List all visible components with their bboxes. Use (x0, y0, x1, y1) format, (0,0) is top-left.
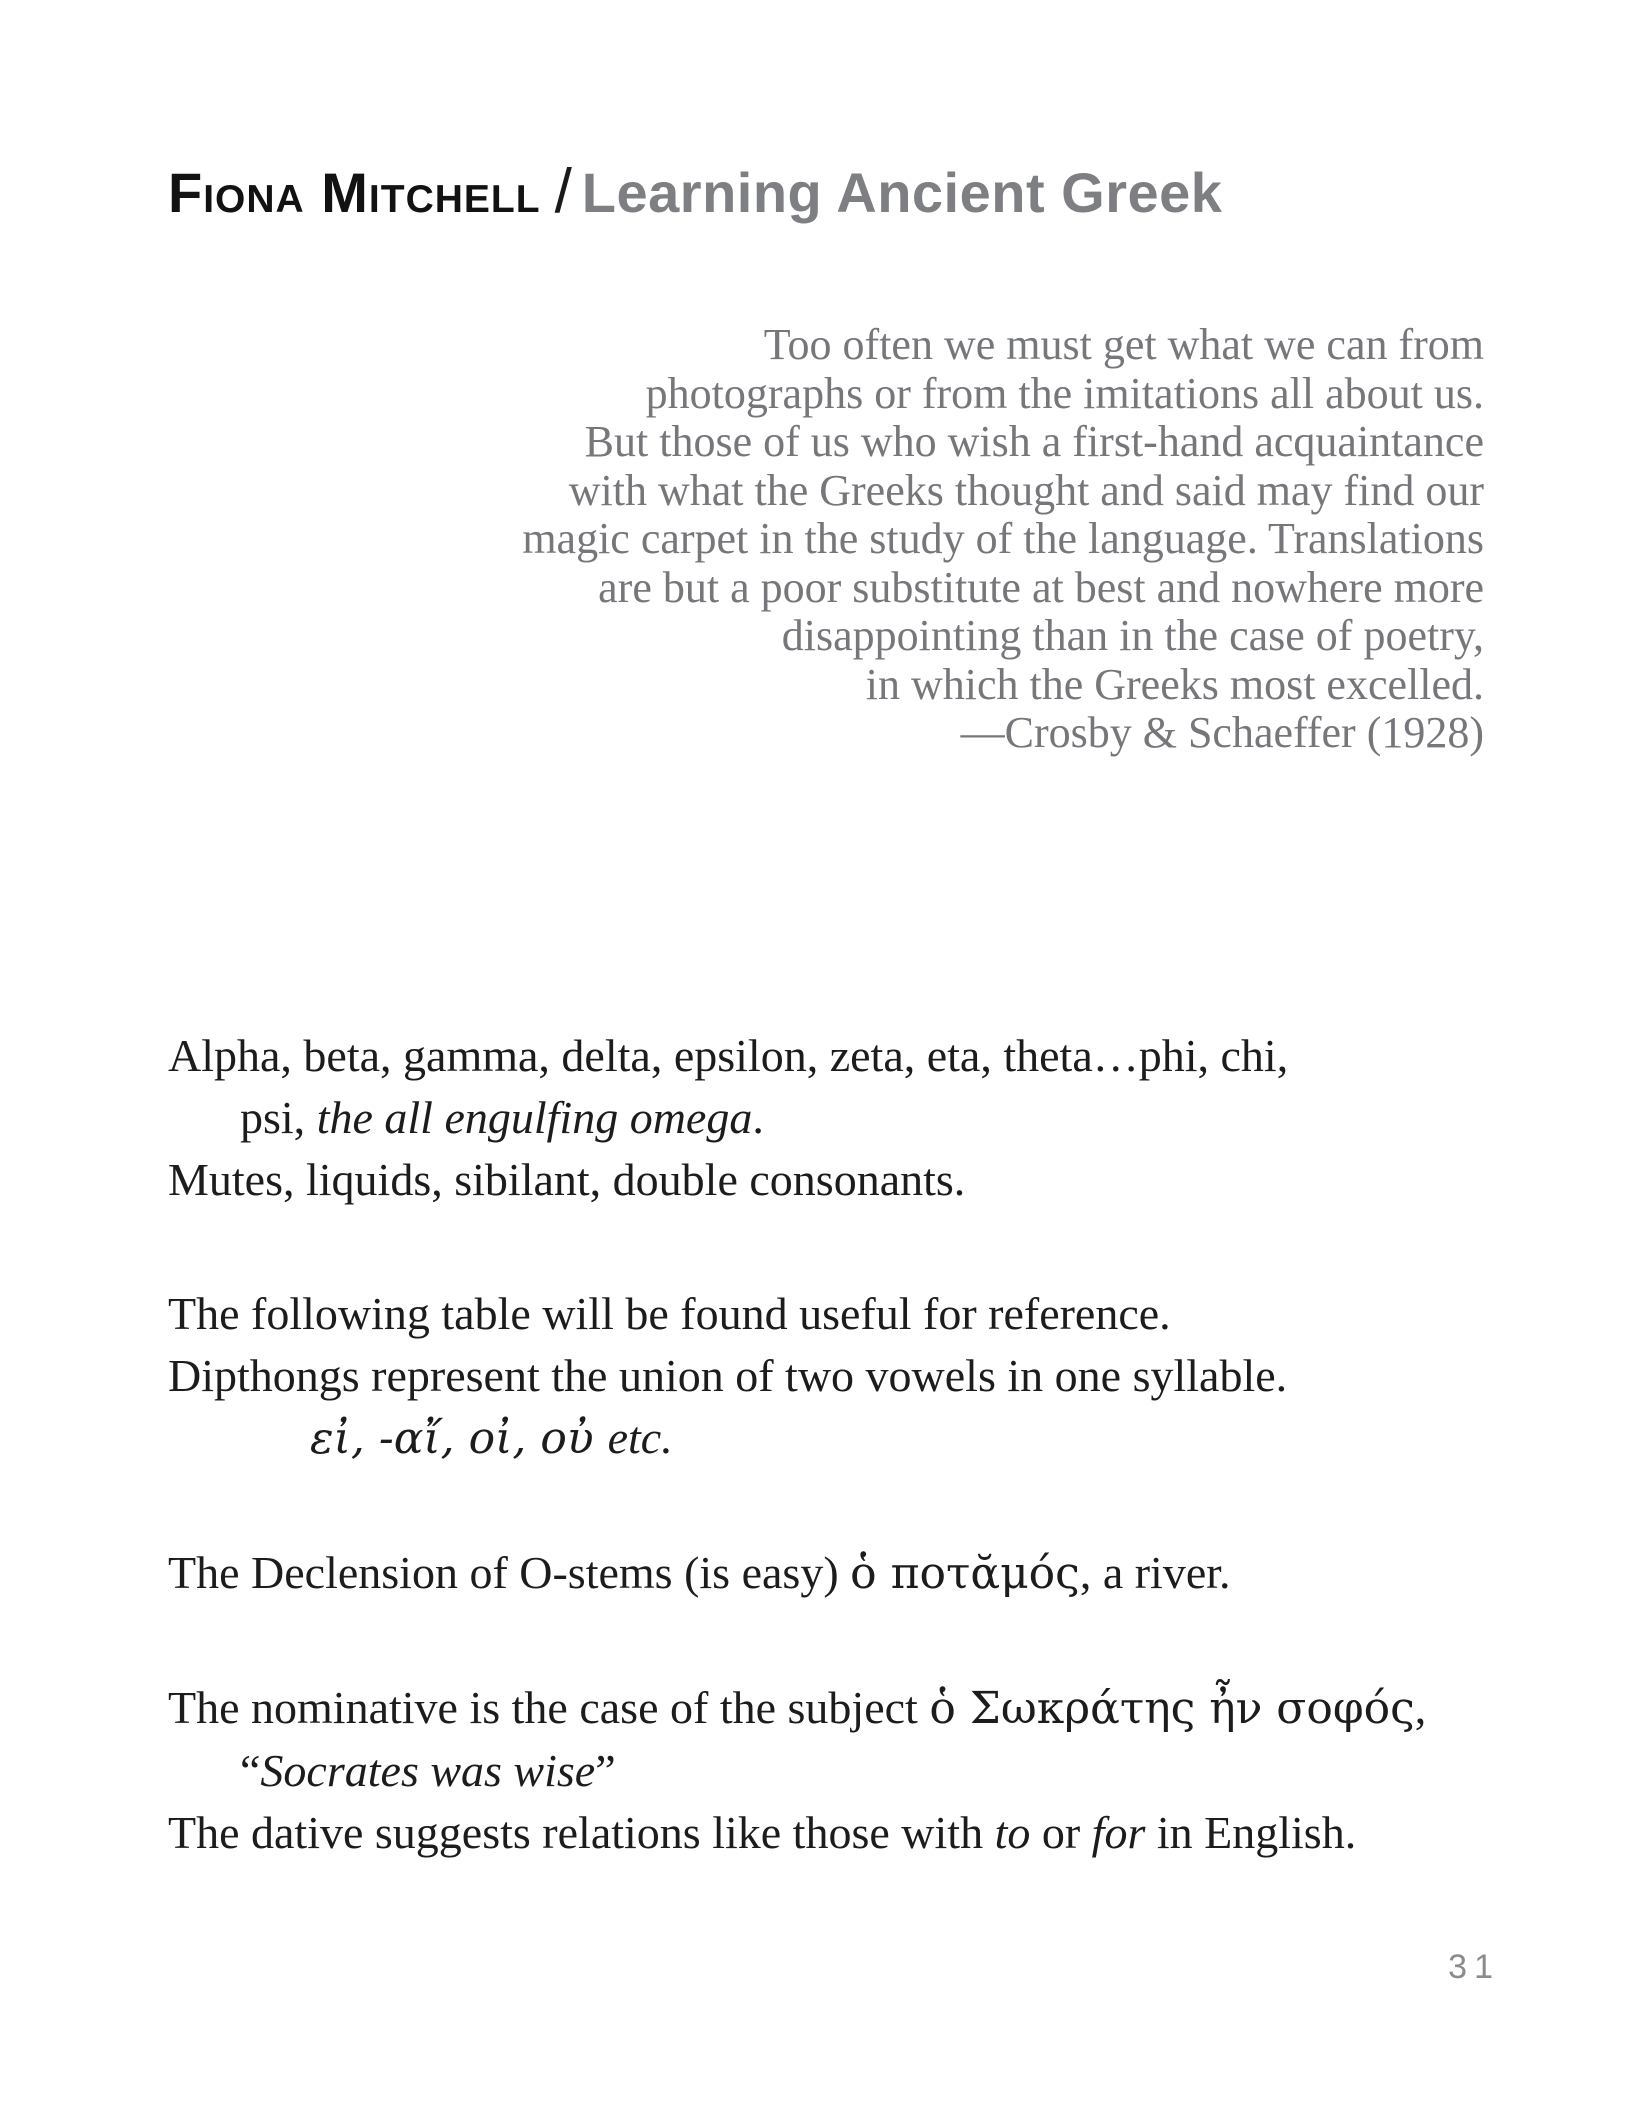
greek-text: ὁ ποτᾰμός (850, 1548, 1080, 1599)
epigraph-line: are but a poor substitute at best and nowhere more (598, 562, 1484, 612)
poem-line (168, 1087, 1426, 1149)
epigraph-line: magic carpet in the study of the language. Translations (522, 514, 1484, 563)
greek-text: ὁ Σωκράτης ἦν σοφός (929, 1683, 1415, 1734)
poem-text: The nominative is the case of the subject (168, 1682, 930, 1733)
poem-text: Dipthongs represent the union of two vowels in one syllable. (168, 1350, 1288, 1401)
poem-text: Alpha, beta, gamma, delta, epsilon, zeta, eta, theta…phi, chi, (168, 1030, 1289, 1081)
poem-text: The Declension of O-stems (is easy) (168, 1547, 851, 1598)
epigraph-line: Too often we must get what we can from (763, 320, 1484, 369)
poem-text: . (752, 1092, 764, 1143)
epigraph-line: in which the Greeks most excelled. (865, 659, 1484, 709)
poem-text: psi, (240, 1092, 317, 1143)
poem-title: Learning Ancient Greek (581, 161, 1223, 224)
poem-line (168, 1542, 1426, 1605)
poem-line (168, 1149, 1426, 1211)
poem-text: The following table will be found useful for reference. (168, 1288, 1171, 1339)
epigraph-line: with what the Greeks thought and said may find our (568, 465, 1484, 515)
poem-text: , (1414, 1682, 1427, 1733)
poem-line (168, 1407, 1426, 1470)
poem-text: etc. (607, 1412, 673, 1463)
poem-text: Socrates was wise (260, 1745, 596, 1796)
page-header (168, 157, 1223, 240)
poem-line (168, 1283, 1426, 1345)
poem-text: ” (595, 1745, 616, 1796)
stanza (168, 1025, 1426, 1211)
epigraph-line: —Crosby & Schaeffer (1928) (960, 708, 1484, 757)
poem-text: or (1030, 1807, 1092, 1858)
epigraph-line: disappointing than in the case of poetry, (781, 611, 1484, 660)
poem-line (168, 1025, 1426, 1087)
stanza (168, 1542, 1426, 1605)
poem-line (168, 1677, 1426, 1740)
poem-text: , a river. (1079, 1547, 1231, 1598)
page-number: 31 (1448, 1948, 1500, 1986)
greek-text: εἰ, -αἴ, οἰ, οὐ (310, 1413, 608, 1464)
stanza (168, 1283, 1426, 1470)
author-name: Fiona Mitchell (168, 161, 541, 224)
poem-text: in English. (1145, 1807, 1357, 1858)
poem-text: Mutes, liquids, sibilant, double consonants. (168, 1154, 966, 1205)
poem-line (168, 1802, 1426, 1864)
poem-text: for (1091, 1807, 1146, 1858)
poem-text: “ (240, 1745, 261, 1796)
poem-text: the all engulfing omega (316, 1092, 753, 1143)
header-separator: / (554, 157, 572, 226)
poem-text: The dative suggests relations like those with (168, 1807, 995, 1858)
epigraph (168, 321, 1484, 758)
poem-text: to (994, 1807, 1031, 1858)
poem-line (168, 1345, 1426, 1407)
poem-body (168, 1025, 1426, 1864)
epigraph-line: photographs or from the imitations all about us. (645, 368, 1484, 418)
epigraph-line: But those of us who wish a first-hand acquaintance (584, 417, 1484, 466)
poem-line (168, 1740, 1426, 1802)
stanza (168, 1677, 1426, 1864)
